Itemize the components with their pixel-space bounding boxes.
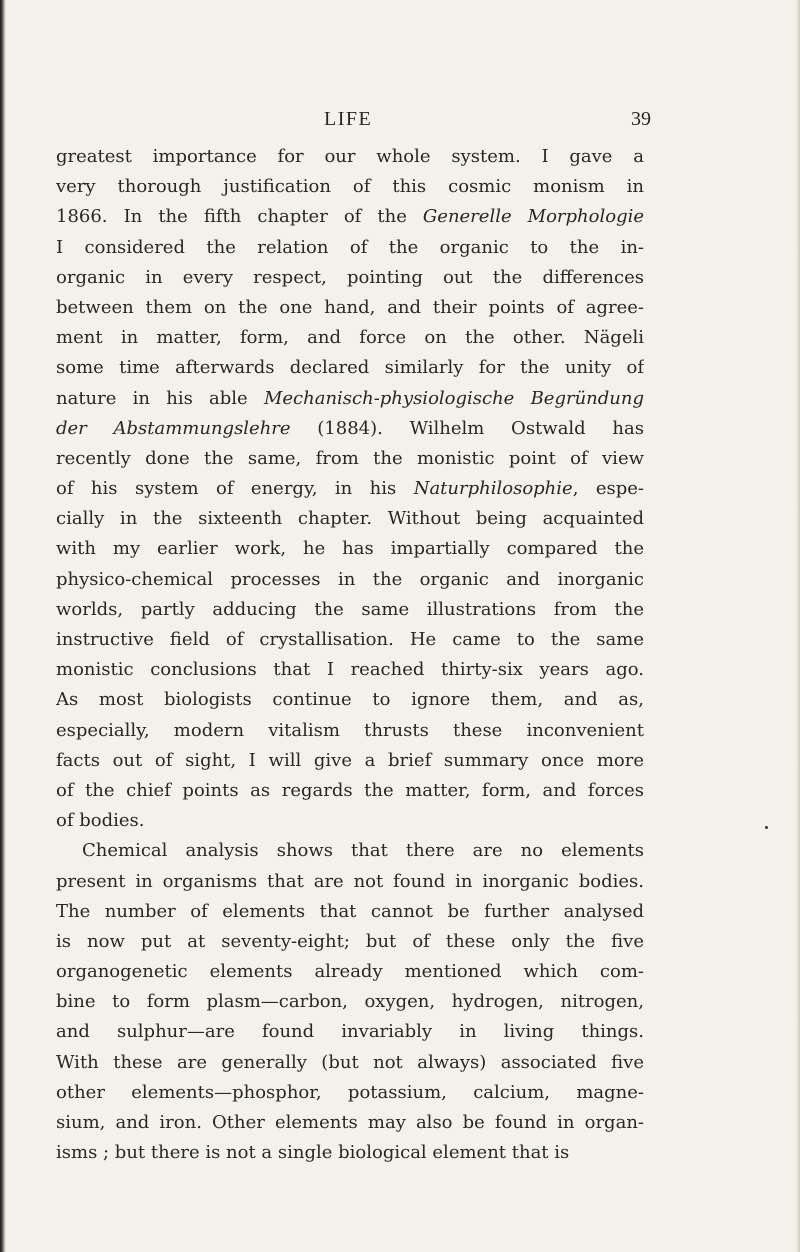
italic-title: Mechanisch-physiologische Begründung: [263, 387, 644, 409]
text-run: and sulphur—are found invariably in living things.: [56, 1021, 644, 1043]
text-line: [56, 293, 644, 323]
text-run: present in organisms that are not found in inorganic bodies.: [56, 870, 644, 892]
text-run: physico-chemical processes in the organic and inorganic: [56, 568, 644, 590]
text-run: of his system of energy, in his: [56, 478, 414, 500]
text-line: [56, 685, 644, 715]
text-line: [56, 927, 644, 957]
text-line: [56, 534, 644, 564]
text-run: especially, modern vitalism thrusts these inconvenient: [56, 719, 644, 741]
scan-edge-right: [796, 0, 800, 1252]
body-text: [56, 142, 644, 1168]
text-run: With these are generally (but not always) associated five: [56, 1051, 644, 1073]
text-run: The number of elements that cannot be further analysed: [56, 900, 644, 922]
text-line: [56, 897, 644, 927]
text-line: [56, 414, 644, 444]
text-line: [56, 323, 644, 353]
text-run: As most biologists continue to ignore them, and as,: [56, 689, 644, 711]
text-run: (1884). Wilhelm Ostwald has: [290, 417, 644, 439]
text-run: some time afterwards declared similarly for the unity of: [56, 357, 644, 379]
text-line: [56, 1108, 644, 1138]
text-line: [56, 1078, 644, 1108]
text-run: is now put at seventy-eight; but of these only the five: [56, 930, 644, 952]
text-line: [56, 444, 644, 474]
text-run: between them on the one hand, and their points of agree-: [56, 296, 644, 318]
text-line: [56, 263, 644, 293]
italic-title: Naturphilosophie: [413, 478, 573, 500]
text-line: [56, 836, 644, 866]
text-line: [56, 625, 644, 655]
text-line: [56, 987, 644, 1017]
text-run: of bodies.: [56, 810, 145, 832]
text-line: [56, 384, 644, 414]
text-line: [56, 504, 644, 534]
text-run: organogenetic elements already mentioned which com-: [56, 961, 644, 983]
text-run: of the chief points as regards the matter, form, and forces: [56, 779, 644, 801]
text-line: [56, 172, 644, 202]
text-line: [56, 1138, 644, 1168]
text-run: ment in matter, form, and force on the other. Nägeli: [56, 327, 644, 349]
text-run: 1866. In the fifth chapter of the: [56, 206, 423, 228]
italic-title: der Abstammungslehre: [56, 417, 291, 439]
text-run: worlds, partly adducing the same illustrations from the: [56, 598, 644, 620]
text-line: [56, 716, 644, 746]
text-line: [56, 776, 644, 806]
text-line: [56, 957, 644, 987]
text-line: [56, 474, 644, 504]
text-line: [56, 655, 644, 685]
text-line: [56, 233, 644, 263]
text-run: sium, and iron. Other elements may also be found in organ-: [56, 1112, 644, 1133]
text-run: isms ; but there is not a single biological element that is: [56, 1142, 570, 1164]
running-head: [0, 108, 800, 138]
text-line: [56, 595, 644, 625]
text-line: [56, 202, 644, 232]
text-run: , espe-: [572, 478, 644, 500]
page-number: 39: [631, 108, 651, 130]
text-line: [56, 353, 644, 383]
text-run: recently done the same, from the monistic point of view: [56, 447, 644, 469]
running-title: LIFE: [324, 108, 373, 130]
text-run: nature in his able: [56, 387, 264, 409]
text-run: greatest importance for our whole system. I gave a: [56, 146, 644, 167]
text-line: [56, 142, 644, 172]
print-speck: [765, 826, 768, 829]
text-line: [56, 746, 644, 776]
text-run: I considered the relation of the organic to the in-: [56, 236, 644, 258]
text-run: bine to form plasm—carbon, oxygen, hydrogen, nitrogen,: [56, 991, 644, 1013]
text-run: instructive field of crystallisation. He came to the same: [56, 629, 644, 650]
scan-edge-left: [0, 0, 6, 1252]
text-run: very thorough justification of this cosmic monism in: [56, 176, 644, 198]
text-line: [56, 1048, 644, 1078]
text-run: monistic conclusions that I reached thirty-six years ago.: [56, 659, 644, 681]
text-run: organic in every respect, pointing out the differences: [56, 266, 644, 288]
text-run: with my earlier work, he has impartially compared the: [56, 538, 644, 560]
text-run: cially in the sixteenth chapter. Without being acquainted: [56, 508, 644, 530]
italic-title: Generelle Morphologie: [422, 206, 644, 228]
text-line: [56, 1017, 644, 1047]
text-line: [56, 565, 644, 595]
text-run: Chemical analysis shows that there are no elements: [82, 840, 644, 862]
text-line: [56, 867, 644, 897]
text-line: [56, 806, 644, 836]
text-run: facts out of sight, I will give a brief summary once more: [56, 749, 644, 771]
text-run: other elements—phosphor, potassium, calcium, magne-: [56, 1081, 644, 1103]
